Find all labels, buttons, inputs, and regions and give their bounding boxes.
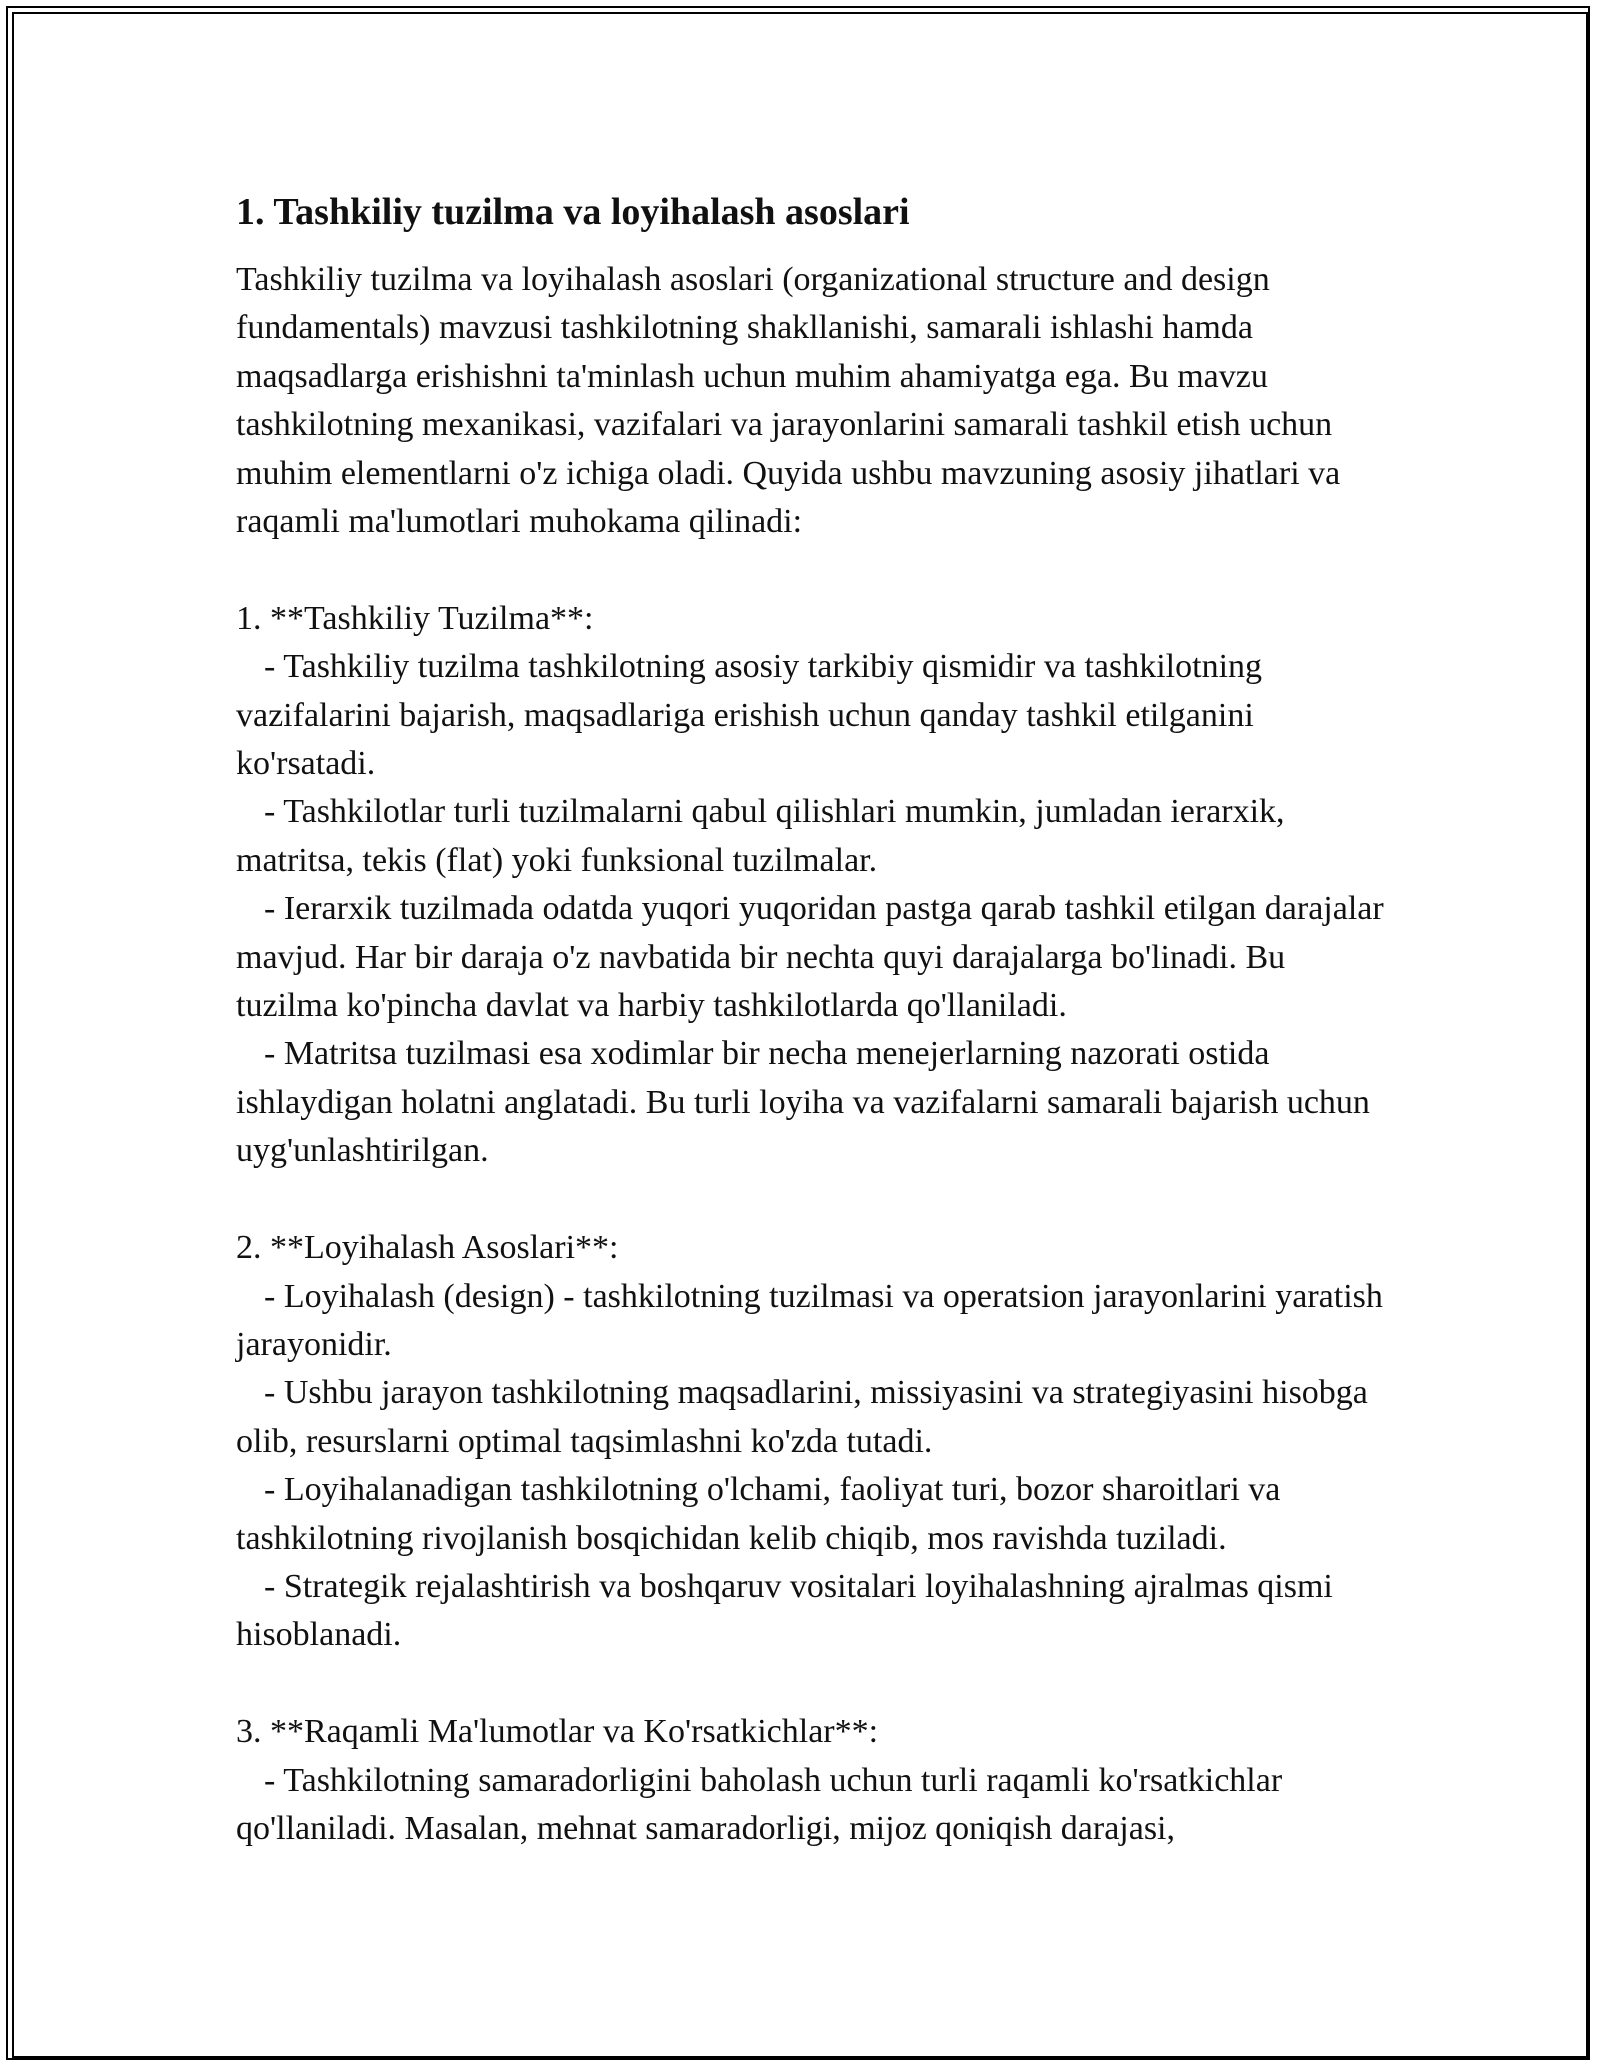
section-raqamli-malumotlar xyxy=(236,1708,1386,1853)
document-content xyxy=(236,186,1386,1853)
spacer xyxy=(236,1176,1386,1224)
spacer xyxy=(236,1660,1386,1708)
list-item: - Strategik rejalashtirish va boshqaruv vositalari loyihalashning ajralmas qismi hisoblanadi. xyxy=(236,1567,1333,1654)
section-heading: 1. **Tashkiliy Tuzilma**: xyxy=(236,599,594,637)
list-item: - Matritsa tuzilmasi esa xodimlar bir necha menejerlarning nazorati ostida ishlaydigan holatni anglatadi. Bu turli loyiha va vazifalarni samarali bajarish uchun uyg'unlashtirilgan. xyxy=(236,1035,1370,1170)
intro-paragraph: Tashkiliy tuzilma va loyihalash asoslari (organizational structure and design fundamentals) mavzusi tashkilotning shakllanishi, samarali ishlashi hamda maqsadlarga erishishni ta'minlash uchun muhim ahamiyatga ega. Bu mavzu tashkilotning mexanikasi, vazifalari va jarayonlarini samarali tashkil etish uchun muhim elementlarni o'z ichiga oladi. Quyida ushbu mavzuning asosiy jihatlari va raqamli ma'lumotlari muhokama qilinadi: xyxy=(236,261,1341,541)
list-item: - Tashkiliy tuzilma tashkilotning asosiy tarkibiy qismidir va tashkilotning vazifalarini bajarish, maqsadlariga erishish uchun qanday tashkil etilganini ko'rsatadi. xyxy=(236,648,1263,783)
section-heading: 2. **Loyihalash Asoslari**: xyxy=(236,1229,619,1267)
list-item: - Ushbu jarayon tashkilotning maqsadlarini, missiyasini va strategiyasini hisobga olib, resurslarni optimal taqsimlashni ko'zda tutadi. xyxy=(236,1374,1368,1460)
spacer xyxy=(236,546,1386,594)
document-body xyxy=(236,256,1386,1853)
section-loyihalash-asoslari xyxy=(236,1224,1386,1660)
list-item: - Loyihalanadigan tashkilotning o'lchami, faoliyat turi, bozor sharoitlari va tashkilotning rivojlanish bosqichidan kelib chiqib, mos ravishda tuziladi. xyxy=(236,1471,1281,1557)
list-item: - Loyihalash (design) - tashkilotning tuzilmasi va operatsion jarayonlarini yaratish jarayonidir. xyxy=(236,1277,1383,1363)
list-item: - Tashkilotning samaradorligini baholash uchun turli raqamli ko'rsatkichlar qo'llaniladi. Masalan, mehnat samaradorligi, mijoz qoniqish darajasi, xyxy=(236,1761,1283,1847)
page-title: 1. Tashkiliy tuzilma va loyihalash asoslari xyxy=(236,191,910,233)
list-item: - Tashkilotlar turli tuzilmalarni qabul qilishlari mumkin, jumladan ierarxik, matritsa, tekis (flat) yoki funksional tuzilmalar. xyxy=(236,793,1285,879)
section-tashkiliy-tuzilma xyxy=(236,595,1386,1176)
section-heading: 3. **Raqamli Ma'lumotlar va Ko'rsatkichlar**: xyxy=(236,1713,879,1751)
list-item: - Ierarxik tuzilmada odatda yuqori yuqoridan pastga qarab tashkil etilgan darajalar mavjud. Har bir daraja o'z navbatida bir nechta quyi darajalarga bo'linadi. Bu tuzilma ko'pincha davlat va harbiy tashkilotlarda qo'llaniladi. xyxy=(236,890,1384,1025)
